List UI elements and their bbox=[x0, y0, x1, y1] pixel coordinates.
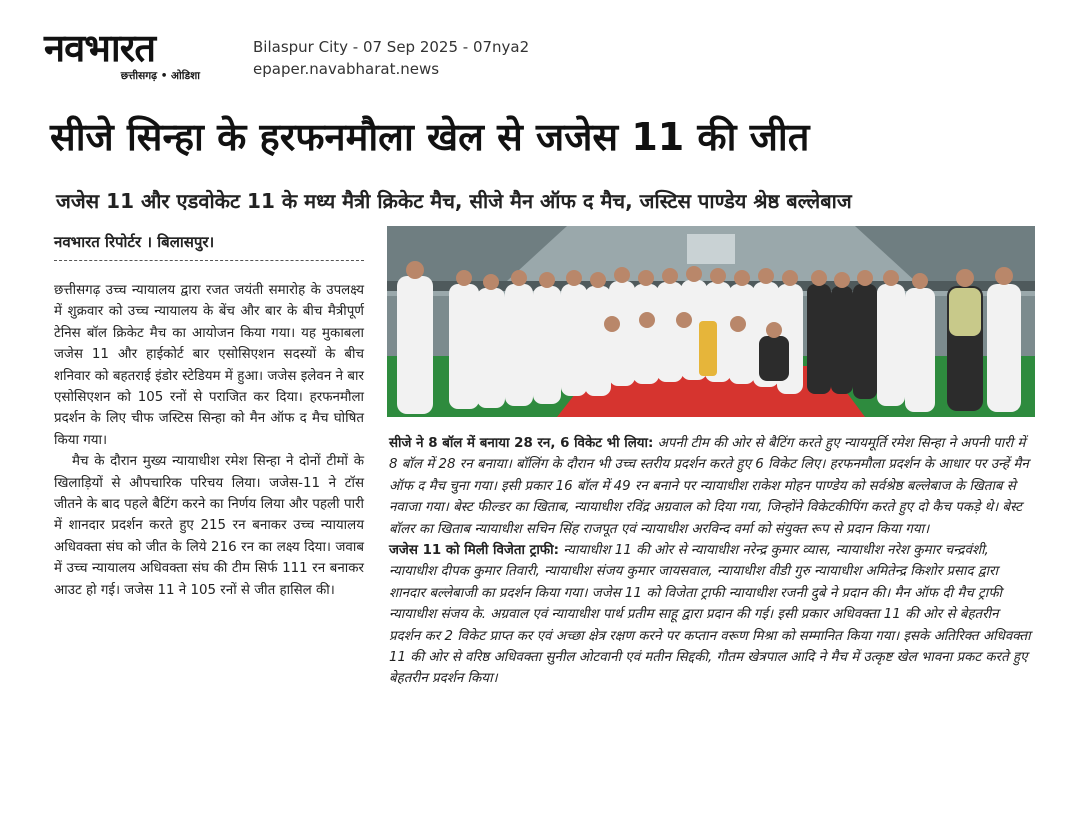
newspaper-masthead bbox=[44, 28, 234, 88]
newspaper-logo: नवभारत bbox=[44, 26, 155, 70]
article-headline: सीजे सिन्हा के हरफनमौला खेल से जजेस 11 की जीत bbox=[50, 115, 810, 159]
team-photo-illustration bbox=[387, 226, 1035, 417]
right-section-2 bbox=[389, 540, 1034, 690]
article-byline: नवभारत रिपोर्टर । बिलासपुर। bbox=[54, 233, 215, 251]
edition-line: Bilaspur City - 07 Sep 2025 - 07nya2 bbox=[253, 38, 530, 56]
left-paragraph-2: मैच के दौरान मुख्य न्यायाधीश रमेश सिन्हा ने दोनों टीमों के खिलाड़ियों से औपचारिक परिचय लिया। जजेस-11 ने टॉस जीतने के बाद पहले बैटिंग करने का निर्णय लिया और पहली पारी में शानदार प्रदर्शन करते हुए 215 रन बनाकर उच्च न्यायालय अधिवक्ता संघ को जीत के लिये 216 रन का लक्ष्य दिया। जवाब में उच्च न्यायालय अधिवक्ता संघ की टीम सिर्फ 111 रन बनाकर आउट हो गई। जजेस 11 ने 105 रनों से जीत हासिल की। bbox=[54, 454, 364, 598]
right-section-1 bbox=[389, 433, 1034, 540]
article-left-column bbox=[54, 280, 364, 601]
article-subheadline: जजेस 11 और एडवोकेट 11 के मध्य मैत्री क्रिकेट मैच, सीजे मैन ऑफ द मैच, जस्टिस पाण्डेय श्रेष्ठ बल्लेबाज bbox=[56, 189, 852, 213]
byline-divider bbox=[54, 260, 364, 261]
section-1-lead: सीजे ने 8 बॉल में बनाया 28 रन, 6 विकेट भी लिया: bbox=[389, 436, 654, 451]
article-right-column bbox=[389, 433, 1034, 690]
masthead-region: छत्तीसगढ़ • ओडिशा bbox=[120, 70, 200, 82]
section-2-lead: जजेस 11 को मिली विजेता ट्राफी: bbox=[389, 543, 559, 559]
edition-info bbox=[253, 36, 529, 80]
left-paragraph-1: छत्तीसगढ़ उच्च न्यायालय द्वारा रजत जयंती समारोह के उपलक्ष्य में शुक्रवार को उच्च न्यायालय के बेंच और बार के बीच मैत्रीपूर्ण टेनिस बॉल क्रिकेट मैच का आयोजन किया गया। यह मुकाबला जजेस 11 और हाईकोर्ट बार एसोसिएशन सदस्यों के बीच शनिवार को बहतराई इंडोर स्टेडियम में हुआ। जजेस इलेवन ने बार एसोसिएशन को 105 रनों से पराजित कर दिया। हरफनमौला प्रदर्शन के लिए चीफ जस्टिस सिन्हा को मैन ऑफ द मैच घोषित किया गया। bbox=[54, 283, 364, 448]
team-group-photo bbox=[387, 226, 1035, 417]
section-1-text: अपनी टीम की ओर से बैटिंग करते हुए न्यायमूर्ति रमेश सिन्हा ने अपनी पारी में 8 बॉल में 28 रन बनाया। बॉलिंग के दौरान भी उच्च स्तरीय प्रदर्शन करते हुए 6 विकेट लिए। हरफनमौला प्रदर्शन के आधार पर उन्हें मैन ऑफ द मैच चुना गया। इसी प्रकार 16 बॉल में 49 रन बनाने पर न्यायाधीश राकेश मोहन पाण्डेय को सर्वश्रेष्ठ बल्लेबाज के खिताब से नवाजा गया। बेस्ट फील्डर का खिताब, न्यायाधीश रविंद्र अग्रवाल को दिया गया, जिन्होंने विकेटकीपिंग करते हुए दो कैच पकड़े थे। बेस्ट बॉलर का खिताब न्यायाधीश सचिन सिंह राजपूत एवं न्यायाधीश अरविन्द वर्मा को संयुक्त रूप से प्रदान किया गया। bbox=[389, 436, 1029, 537]
epaper-site: epaper.navabharat.news bbox=[253, 60, 440, 78]
section-2-text: न्यायाधीश 11 की ओर से न्यायाधीश नरेन्द्र कुमार व्यास, न्यायाधीश नरेश कुमार चन्द्रवंशी, न्यायाधीश दीपक कुमार तिवारी, न्यायाधीश संजय कुमार जायसवाल, न्यायाधीश वीडी गुरु न्यायाधीश अमितेन्द्र किशोर प्रसाद द्वारा शानदार बल्लेबाजी का प्रदर्शन किया गया। जजेस 11 को विजेता ट्राफी न्यायाधीश रजनी दुबे ने प्रदान की। मैन ऑफ दी मैच ट्राफी न्यायाधीश संजय के. अग्रवाल एवं न्यायाधीश पार्थ प्रतीम साहू द्वारा प्रदान की गई। इसी प्रकार अधिवक्ता 11 की ओर से बेहतरीन प्रदर्शन कर 2 विकेट प्राप्त कर एवं अच्छा क्षेत्र रक्षण करने पर कप्तान वरूण मिश्रा को सम्मानित किया गया। इसके अतिरिक्त अधिवक्ता 11 की ओर से वरिष्ठ अधिवक्ता सुनील ओटवानी एवं मतीन सिद्दकी, गौतम खेत्रपाल आदि ने मैच में उत्कृष्ट खेल भावना प्रकट करते हुए बेहतरीन प्रदर्शन किया। bbox=[389, 543, 1031, 687]
